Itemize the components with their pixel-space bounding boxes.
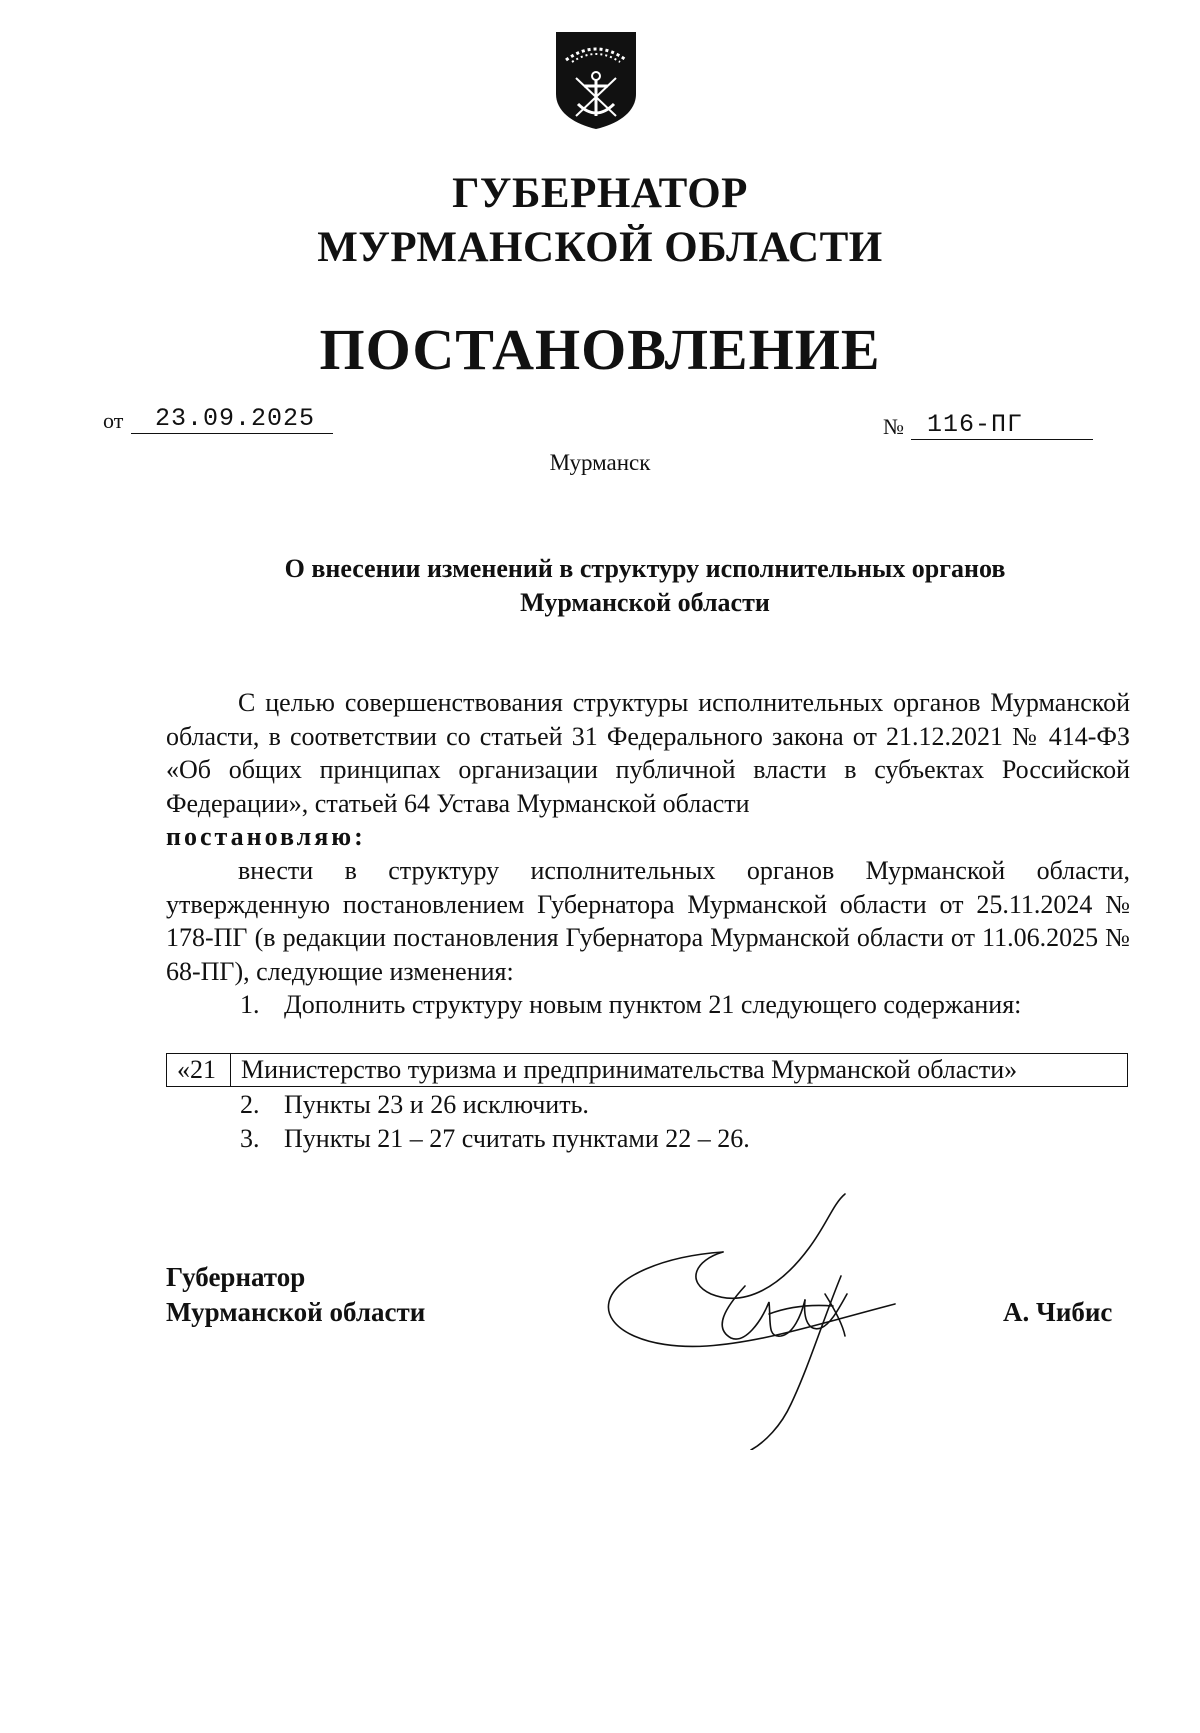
date-label: от bbox=[103, 408, 124, 433]
signatory-title-line1: Губернатор bbox=[166, 1262, 306, 1292]
inserted-row-name: Министерство туризма и предпринимательства Мурманской области» bbox=[241, 1055, 1018, 1085]
list-item bbox=[240, 1088, 589, 1122]
number-underline bbox=[911, 439, 1093, 440]
signatory-title bbox=[166, 1260, 425, 1330]
resolution-paragraph: внести в структуру исполнительных органов Мурманской области, утвержденную постановлением Губернатора Мурманской области от 25.11.2024 № 178-ПГ (в редакции постановления Губернатора Мурманской области от 11.06.2025 № 68-ПГ), следующие изменения: bbox=[166, 856, 1130, 986]
number-value: 116-ПГ bbox=[927, 410, 1024, 439]
list-item-text: Дополнить структуру новым пунктом 21 следующего содержания: bbox=[284, 990, 1022, 1019]
number-label: № bbox=[883, 414, 904, 439]
list-item-number: 2. bbox=[240, 1090, 260, 1119]
list-item bbox=[240, 1122, 750, 1156]
signatory-title-line2: Мурманской области bbox=[166, 1297, 426, 1327]
document-subject bbox=[160, 552, 1130, 620]
preamble-paragraph: С целью совершенствования структуры исполнительных органов Мурманской области, в соответствии со статьей 31 Федерального закона от 21.12.2021 № 414-ФЗ «Об общих принципах организации публичной власти в субъектах Российской Федерации», статьей 64 Устава Мурманской области bbox=[166, 688, 1130, 818]
inserted-row-number: «21 bbox=[167, 1054, 231, 1086]
authority-line2: МУРМАНСКОЙ ОБЛАСТИ bbox=[317, 224, 883, 271]
date-field bbox=[103, 404, 333, 434]
inserted-structure-row bbox=[166, 1053, 1128, 1087]
document-type: ПОСТАНОВЛЕНИЕ bbox=[319, 317, 881, 382]
authority-line1: ГУБЕРНАТОР bbox=[452, 170, 748, 217]
subject-line2: Мурманской области bbox=[520, 588, 770, 617]
list-item-text: Пункты 23 и 26 исключить. bbox=[284, 1090, 589, 1119]
list-item-number: 3. bbox=[240, 1124, 260, 1153]
signatory-name: А. Чибис bbox=[1003, 1297, 1113, 1327]
number-field bbox=[883, 410, 1093, 440]
date-underline bbox=[131, 433, 333, 434]
list-item-number: 1. bbox=[240, 990, 260, 1019]
murmansk-coat-of-arms-icon bbox=[552, 30, 640, 130]
decree-word: постановляю: bbox=[166, 822, 366, 851]
handwritten-signature bbox=[595, 1190, 915, 1450]
city: Мурманск bbox=[549, 450, 651, 475]
list-item-text: Пункты 21 – 27 считать пунктами 22 – 26. bbox=[284, 1124, 750, 1153]
date-value: 23.09.2025 bbox=[155, 404, 316, 433]
list-item bbox=[240, 988, 1021, 1022]
subject-line1: О внесении изменений в структуру исполнительных органов bbox=[284, 554, 1006, 583]
